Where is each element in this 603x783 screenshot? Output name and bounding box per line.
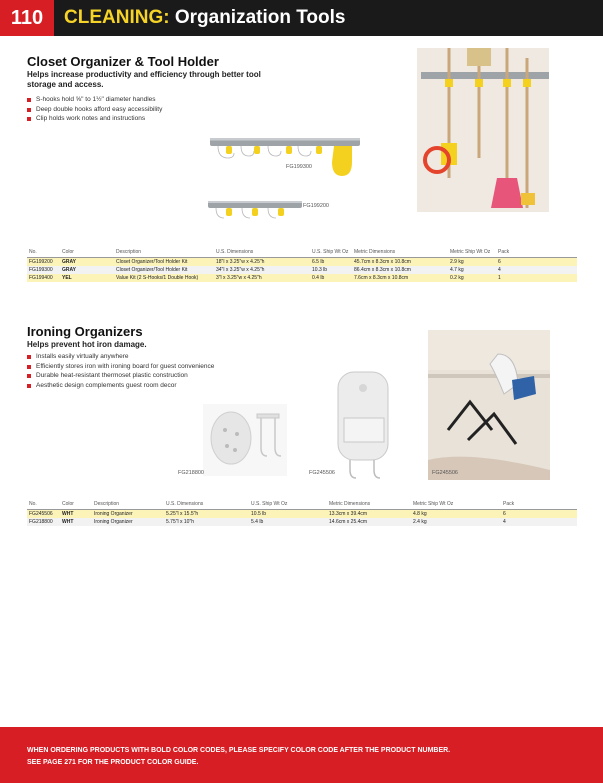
page-title	[64, 0, 346, 36]
table-row	[27, 509, 577, 518]
section-label: Organization Tools	[174, 7, 346, 28]
bullet-item: Installs easily virtually anywhere	[27, 352, 214, 362]
closet-bullets	[27, 95, 162, 124]
cell: 45.7cm x 8.3cm x 10.8cm	[352, 257, 448, 266]
col-header: Color	[60, 502, 92, 509]
cell: 1	[496, 274, 577, 282]
col-header: U.S. Dimensions	[164, 502, 249, 509]
table-header-row	[27, 502, 577, 509]
page-header	[0, 0, 603, 36]
ironing-organizer-small-photo	[203, 404, 287, 476]
bullet-item: Durable heat-resistant thermoset plastic construction	[27, 371, 214, 381]
cell: 10.5 lb	[249, 509, 327, 518]
page-number: 110	[0, 0, 54, 36]
cell: 2.4 kg	[411, 518, 501, 526]
cell: 3"l x 3.25"w x 4.25"h	[214, 274, 310, 282]
table-row	[27, 266, 577, 274]
footer-notice	[27, 745, 587, 769]
caption-fg199300: FG199300	[286, 164, 312, 170]
ironing-subtitle: Helps prevent hot iron damage.	[27, 340, 147, 349]
category-label: CLEANING:	[64, 7, 170, 28]
footer-line-1: WHEN ORDERING PRODUCTS WITH BOLD COLOR CODES, PLEASE SPECIFY COLOR CODE AFTER THE PRODUCT NUMBER.	[27, 747, 451, 754]
page-footer	[0, 727, 603, 783]
col-header: Metric Ship Wt Oz	[448, 250, 496, 257]
closet-subtitle: Helps increase productivity and efficiency through better tool storage and access.	[27, 70, 261, 89]
col-header: Description	[114, 250, 214, 257]
bullet-item: Efficiently stores iron with ironing board for guest convenience	[27, 362, 214, 372]
table-row	[27, 257, 577, 266]
ironing-bullets	[27, 352, 214, 390]
col-header: Metric Dimensions	[352, 250, 448, 257]
col-header: Pack	[501, 502, 577, 509]
closet-spec-table	[27, 250, 577, 282]
cell: 5.4 lb	[249, 518, 327, 526]
col-header: No.	[27, 502, 60, 509]
cell: 4	[501, 518, 577, 526]
cell: Ironing Organizer	[92, 518, 164, 526]
cell: 18"l x 3.25"w x 4.25"h	[214, 257, 310, 266]
cell: 7.6cm x 8.3cm x 10.8cm	[352, 274, 448, 282]
cell: FG218800	[27, 518, 60, 526]
ironing-spec-table	[27, 502, 577, 526]
table-row	[27, 274, 577, 282]
col-header: U.S. Ship Wt Oz	[310, 250, 352, 257]
col-header: No.	[27, 250, 60, 257]
cell: 0.2 kg	[448, 274, 496, 282]
closet-title: Closet Organizer & Tool Holder	[27, 54, 219, 69]
cell: 4.8 kg	[411, 509, 501, 518]
bullet-item: Aesthetic design complements guest room decor	[27, 381, 214, 391]
cell: 10.3 lb	[310, 266, 352, 274]
col-header: Metric Ship Wt Oz	[411, 502, 501, 509]
bullet-item: Clip holds work notes and instructions	[27, 114, 162, 124]
closet-rail-short-photo	[206, 197, 306, 223]
table-row	[27, 518, 577, 526]
cell: FG199200	[27, 257, 60, 266]
col-header: Pack	[496, 250, 577, 257]
caption-fg199200: FG199200	[303, 203, 329, 209]
col-header: U.S. Ship Wt Oz	[249, 502, 327, 509]
cell: FG245506	[27, 509, 60, 518]
footer-line-2: SEE PAGE 271 FOR THE PRODUCT COLOR GUIDE.	[27, 759, 199, 766]
col-header: U.S. Dimensions	[214, 250, 310, 257]
cell: 5.75"l x 10"h	[164, 518, 249, 526]
cell: Closet Organizer/Tool Holder Kit	[114, 257, 214, 266]
cell: 5.25"l x 15.5"h	[164, 509, 249, 518]
cell: GRAY	[60, 257, 114, 266]
cell: WHT	[60, 518, 92, 526]
cell: 14.6cm x 25.4cm	[327, 518, 411, 526]
col-header: Description	[92, 502, 164, 509]
iron-wall-photo	[428, 330, 550, 480]
cell: Value Kit (2 S-Hooks/1 Double Hook)	[114, 274, 214, 282]
caption-fg245506: FG245506	[309, 470, 335, 476]
cell: Ironing Organizer	[92, 509, 164, 518]
cell: YEL	[60, 274, 114, 282]
caption-fg218800: FG218800	[178, 470, 204, 476]
cell: GRAY	[60, 266, 114, 274]
cell: 34"l x 3.25"w x 4.25"h	[214, 266, 310, 274]
ironing-organizer-large-photo	[330, 366, 400, 482]
cell: WHT	[60, 509, 92, 518]
cell: 6.5 lb	[310, 257, 352, 266]
cell: 6	[496, 257, 577, 266]
bullet-item: Deep double hooks afford easy accessibility	[27, 105, 162, 115]
cell: Closet Organizer/Tool Holder Kit	[114, 266, 214, 274]
cell: 4	[496, 266, 577, 274]
cell: 4.7 kg	[448, 266, 496, 274]
cell: 0.4 lb	[310, 274, 352, 282]
cell: FG199300	[27, 266, 60, 274]
tools-wall-photo	[417, 48, 549, 212]
cell: 13.3cm x 39.4cm	[327, 509, 411, 518]
col-header: Color	[60, 250, 114, 257]
table-header-row	[27, 250, 577, 257]
ironing-title: Ironing Organizers	[27, 324, 143, 339]
cell: 6	[501, 509, 577, 518]
cell: 2.9 kg	[448, 257, 496, 266]
cell: 86.4cm x 8.3cm x 10.8cm	[352, 266, 448, 274]
cell: FG199400	[27, 274, 60, 282]
bullet-item: S-hooks hold ⅝" to 1½" diameter handles	[27, 95, 162, 105]
caption-fg245506-room: FG245506	[432, 470, 458, 476]
closet-rail-long-photo	[206, 132, 366, 192]
col-header: Metric Dimensions	[327, 502, 411, 509]
